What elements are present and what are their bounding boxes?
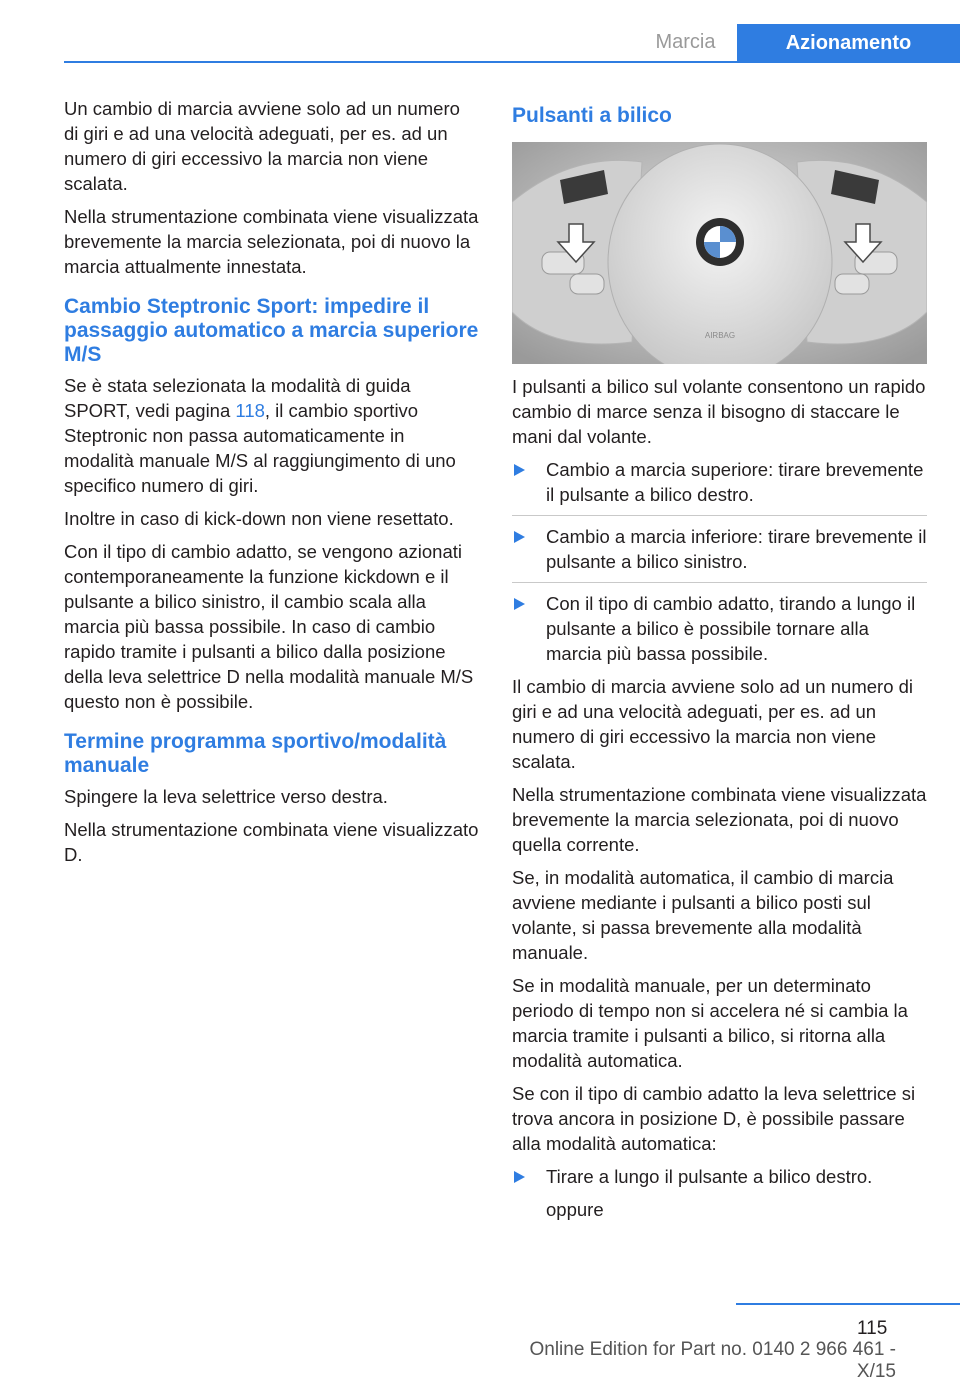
steering-wheel-paddles-figure — [512, 142, 927, 364]
paragraph-pulsanti-intro: I pulsanti a bilico sul volante consentono un rapido cambio di marce senza il bisogno di staccare le mani dal volante. — [512, 376, 926, 447]
bullet-arrow-icon — [514, 531, 525, 543]
bullet-marcia-superiore — [512, 457, 927, 516]
paragraph-strumentazione: Nella strumentazione combinata viene visualizzata brevemente la marcia selezionata, poi di nuovo quella corrente. — [512, 784, 927, 855]
bullet-cambio-adatto — [512, 591, 927, 666]
bullet-text: Con il tipo di cambio adatto, tirando a lungo il pulsante a bilico è possibile tornare alla marcia più bassa possibile. — [546, 593, 916, 664]
bullet-text: Cambio a marcia inferiore: tirare brevemente il pulsante a bilico sinistro. — [546, 526, 927, 572]
paragraph-posizione-d: Se con il tipo di cambio adatto la leva selettrice si trova ancora in posizione D, è possibile passare alla modalità automatica: — [512, 1083, 916, 1154]
final-bullet-list — [512, 1164, 927, 1222]
bullet-arrow-icon — [514, 464, 525, 476]
bullet-text: Tirare a lungo il pulsante a bilico destro. — [546, 1166, 873, 1187]
right-column — [512, 96, 927, 1230]
left-column — [64, 96, 479, 875]
paragraph-cambio-marcia: Il cambio di marcia avviene solo ad un numero di giri e ad una velocità adeguati, per es. ad un numero di giri eccessivo la marcia non viene scalata. — [512, 676, 914, 772]
bullet-arrow-icon — [514, 1171, 525, 1183]
edition-footer: Online Edition for Part no. 0140 2 966 461 - X/15 — [529, 1339, 896, 1382]
page-link-118[interactable]: 118 — [235, 400, 265, 421]
bullet-tirare-destro — [512, 1164, 927, 1222]
airbag-label: AIRBAG — [704, 331, 736, 340]
paragraph-kickdown: Inoltre in caso di kick-down non viene resettato. — [64, 508, 454, 529]
heading-pulsanti-a-bilico: Pulsanti a bilico — [512, 104, 672, 127]
bullet-marcia-inferiore — [512, 524, 927, 583]
paddle-bullet-list — [512, 457, 927, 666]
bullet-arrow-icon — [514, 598, 525, 610]
paragraph-spingere-leva: Spingere la leva selettrice verso destra. — [64, 786, 388, 807]
heading-steptronic-sport: Cambio Steptronic Sport: impedire il passaggio automatico a marcia superiore M/S — [64, 295, 479, 366]
chapter-tab[interactable]: Azionamento — [737, 24, 960, 63]
footer-rule — [736, 1303, 960, 1305]
paragraph-cambio-adatto: Con il tipo di cambio adatto, se vengono azionati contemporaneamente la funzione kickdown e il pulsante a bilico sinistro, il cambio scala alla marcia più bassa possibile. In caso di cambio rapido tramite i pulsanti a bilico dalla posizione della leva selettrice D nella modalità manuale M/S questo non è possibile. — [64, 541, 474, 712]
intro-paragraph-1: Un cambio di marcia avviene solo ad un numero di giri e ad una velocità adeguati, per es. ad un numero di giri eccessivo la marcia non viene scalata. — [64, 98, 460, 194]
heading-termine-programma: Termine programma sportivo/modalità manuale — [64, 730, 447, 777]
bullet-text: Cambio a marcia superiore: tirare brevemente il pulsante a bilico destro. — [546, 459, 924, 505]
paragraph-sport-mode — [64, 373, 479, 498]
page-number: 115 — [857, 1318, 888, 1339]
paragraph-modalita-automatica: Se, in modalità automatica, il cambio di marcia avviene mediante i pulsanti a bilico posti sul volante, si passa brevemente alla modalità manuale. — [512, 867, 894, 963]
paragraph-visualizzato-d: Nella strumentazione combinata viene visualizzato D. — [64, 819, 479, 865]
sport-text-a: Se è stata selezionata la modalità di guida SPORT, vedi pagina — [64, 375, 411, 421]
sport-text-b: , il cambio sportivo Steptronic non passa automaticamente in modalità manuale M/S al raggiungimento di uno specifico numero di giri. — [64, 400, 456, 496]
section-tab[interactable]: Marcia — [655, 31, 716, 53]
paragraph-modalita-manuale: Se in modalità manuale, per un determinato periodo di tempo non si accelera né si cambia la marcia tramite i pulsanti a bilico, si ritorna alla modalità automatica. — [512, 975, 908, 1071]
oppure-text: oppure — [546, 1199, 604, 1220]
intro-paragraph-2: Nella strumentazione combinata viene visualizzata brevemente la marcia selezionata, poi di nuovo la marcia attualmente innestata. — [64, 206, 479, 277]
